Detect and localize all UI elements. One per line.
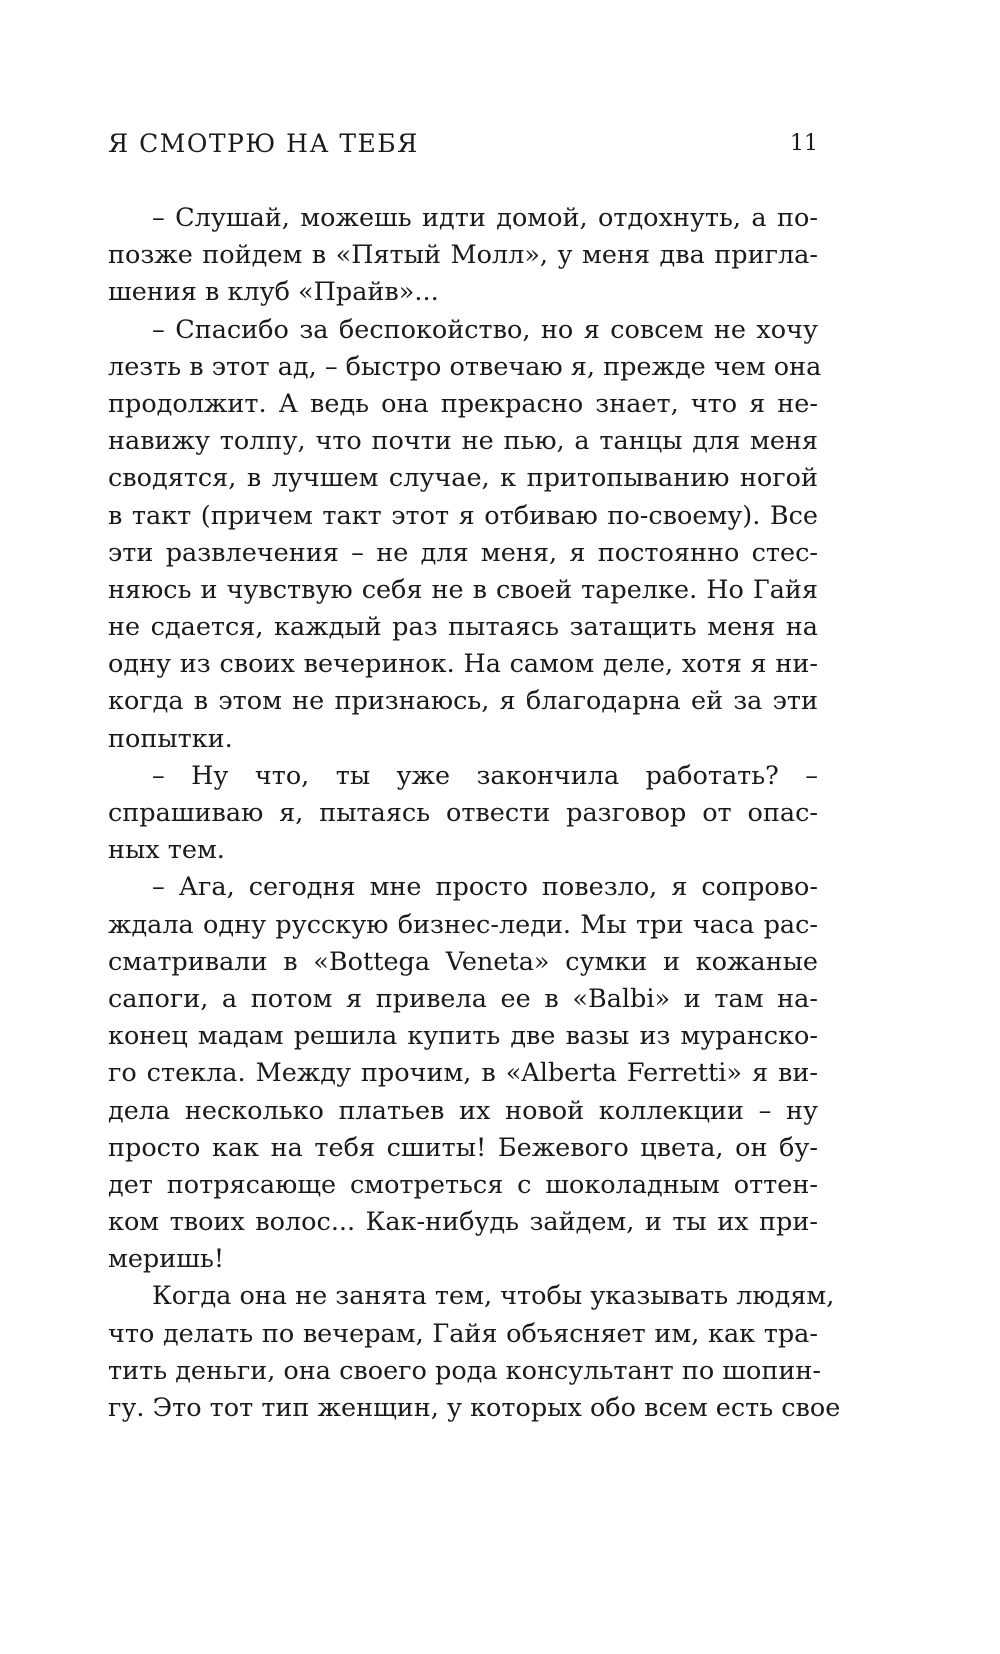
text-line: го стекла. Между прочим, в «Alberta Ferretti» я ви- (108, 1058, 818, 1089)
text-line: гу. Это тот тип женщин, у которых обо всем есть свое (108, 1393, 841, 1423)
text-line: дет потрясающе смотреться с шоколадным оттен- (108, 1169, 818, 1200)
text-line: позже пойдем в «Пятый Молл», у меня два пригла- (108, 240, 818, 271)
page-number: 11 (790, 131, 818, 156)
text-line: в такт (причем такт этот я отбиваю по-своему). Все (108, 500, 818, 531)
text-line: сапоги, а потом я привела ее в «Balbi» и там на- (108, 983, 818, 1014)
running-head (108, 124, 818, 164)
text-line: няюсь и чувствую себя не в своей тарелке. Но Гайя (108, 574, 818, 605)
text-line: продолжит. А ведь она прекрасно знает, что я не- (108, 388, 818, 419)
text-line: эти развлечения – не для меня, я постоянно стес- (108, 537, 818, 568)
text-line: попытки. (108, 723, 233, 754)
text-line: когда в этом не признаюсь, я благодарна ей за эти (108, 686, 818, 717)
text-line: спрашиваю я, пытаясь отвести разговор от опас- (108, 798, 818, 828)
text-line: – Ага, сегодня мне просто повезло, я сопрово- (152, 872, 818, 903)
text-line: шения в клуб «Прайв»... (108, 277, 439, 308)
text-line: не сдается, каждый раз пытаясь затащить меня на (108, 612, 818, 643)
text-line: навижу толпу, что почти не пью, а танцы для меня (108, 426, 818, 457)
text-line: конец мадам решила купить две вазы из муранско- (108, 1021, 818, 1052)
text-line: просто как на тебя сшиты! Бежевого цвета, он бу- (108, 1132, 818, 1163)
text-line: сводятся, в лучшем случае, к притопыванию ногой (108, 463, 818, 494)
text-line: тить деньги, она своего рода консультант по шопин- (108, 1355, 821, 1386)
text-line: – Ну что, ты уже закончила работать? – (152, 760, 818, 791)
text-line: что делать по вечерам, Гайя объясняет им, как тра- (108, 1318, 818, 1349)
text-line: ных тем. (108, 835, 225, 866)
text-line: Когда она не занята тем, чтобы указывать людям, (152, 1281, 835, 1312)
text-line: меришь! (108, 1244, 225, 1275)
text-line: ждала одну русскую бизнес-леди. Мы три часа рас- (108, 909, 818, 940)
body-text (108, 200, 841, 1427)
running-title: Я СМОТРЮ НА ТЕБЯ (108, 129, 419, 158)
text-line: – Слушай, можешь идти домой, отдохнуть, а по- (152, 203, 818, 233)
text-line: – Спасибо за беспокойство, но я совсем не хочу (152, 314, 818, 345)
text-line: сматривали в «Bottega Veneta» сумки и кожаные (108, 946, 818, 977)
text-line: лезть в этот ад, – быстро отвечаю я, прежде чем она (108, 351, 822, 382)
text-line: дела несколько платьев их новой коллекции – ну (108, 1095, 818, 1126)
text-line: одну из своих вечеринок. На самом деле, хотя я ни- (108, 649, 818, 680)
text-line: ком твоих волос... Как-нибудь зайдем, и ты их при- (108, 1207, 818, 1238)
